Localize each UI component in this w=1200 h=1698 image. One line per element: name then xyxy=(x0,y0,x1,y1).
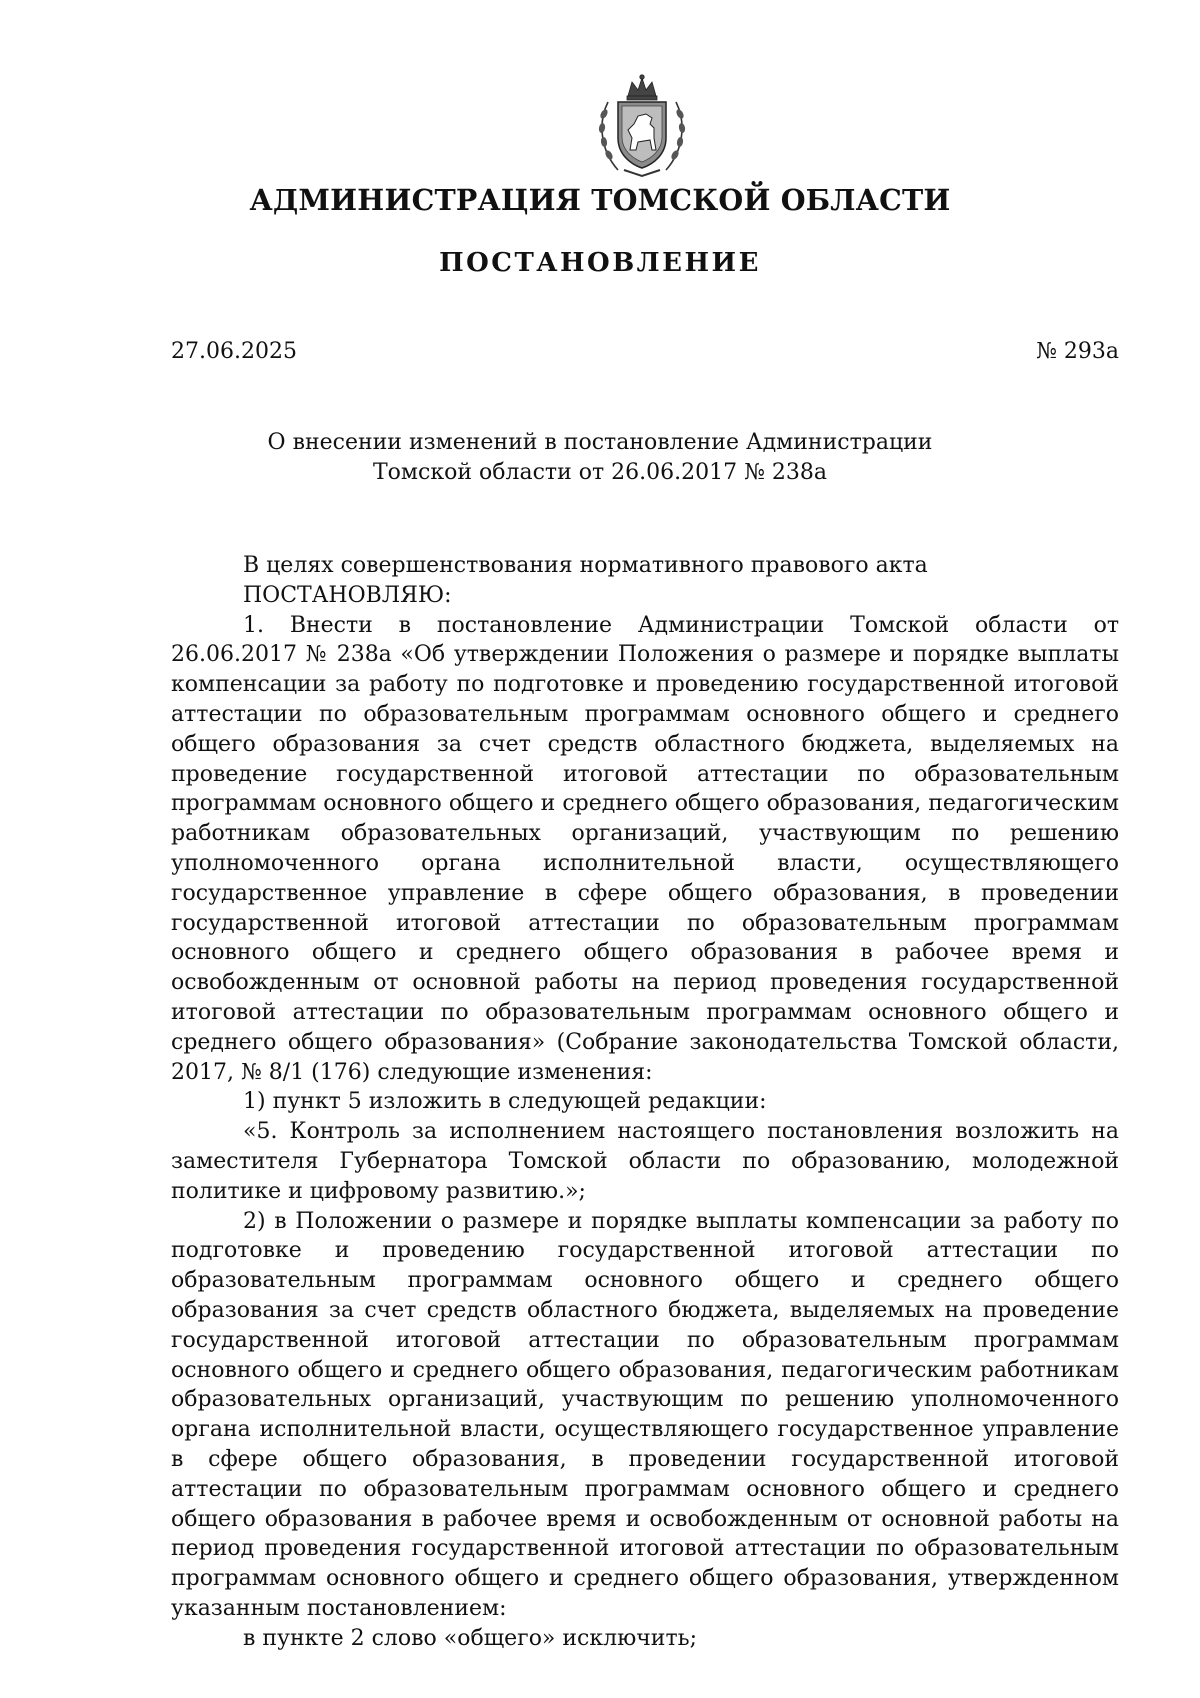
body-paragraph-quote-5: «5. Контроль за исполнением настоящего постановления возложить на заместителя Губернатора Томской области по образованию, молодежной политике и цифровому развитию.»; xyxy=(171,1119,1119,1204)
body-paragraph-item-1: 1. Внести в постановление Администрации Томской области от 26.06.2017 № 238а «Об утверждении Положения о размере и порядке выплаты компенсации за работу по подготовке и проведению государственной итоговой аттестации по образовательным программам основного общего и среднего общего образования за счет средств областного бюджета, выделяемых на проведение государственной итоговой аттестации по образовательным программам основного общего и среднего общего образования, педагогическим работникам образовательных организаций, участвующим по решению уполномоченного органа исполнительной власти, осуществляющего государственное управление в сфере общего образования, в проведении государственной итоговой аттестации по образовательным программам основного общего и среднего общего образования в рабочее время и освобожденным от основной работы на период проведения государственной итоговой аттестации по образовательным программам основного общего и среднего общего образования» (Собрание законодательства Томской области, 2017, № 8/1 (176) следующие изменения: xyxy=(171,612,1119,1085)
document-type-title: ПОСТАНОВЛЕНИЕ xyxy=(439,248,761,278)
document-subject xyxy=(0,428,1200,488)
document-date: 27.06.2025 xyxy=(171,339,297,364)
organization-title: АДМИНИСТРАЦИЯ ТОМСКОЙ ОБЛАСТИ xyxy=(249,183,951,217)
body-paragraph-subitem-2: 2) в Положении о размере и порядке выплаты компенсации за работу по подготовке и проведению государственной итоговой аттестации по образовательным программам основного общего и среднего общего образования за счет средств областного бюджета, выделяемых на проведение государственной итоговой аттестации по образовательным программам основного общего и среднего общего образования, педагогическим работникам образовательных организаций, участвующим по решению уполномоченного органа исполнительной власти, осуществляющего государственное управление в сфере общего образования, в проведении государственной итоговой аттестации по образовательным программам основного общего и среднего общего образования в рабочее время и освобожденным от основной работы на период проведения государственной итоговой аттестации по образовательным программам основного общего и среднего общего образования, утвержденном указанным постановлением: xyxy=(171,1208,1119,1621)
tomsk-oblast-coat-of-arms-icon xyxy=(594,72,690,180)
body-paragraph-subitem-1: 1) пункт 5 изложить в следующей редакции: xyxy=(243,1089,767,1115)
body-paragraph-point-2: в пункте 2 слово «общего» исключить; xyxy=(243,1625,698,1651)
subject-line-1: О внесении изменений в постановление Администрации xyxy=(267,430,933,455)
document-body xyxy=(171,551,1119,1653)
subject-line-2: Томской области от 26.06.2017 № 238а xyxy=(372,460,828,485)
body-paragraph-preamble: В целях совершенствования нормативного правового акта xyxy=(243,553,928,578)
body-paragraph-resolution: ПОСТАНОВЛЯЮ: xyxy=(243,582,452,608)
document-number: № 293а xyxy=(1036,339,1119,364)
